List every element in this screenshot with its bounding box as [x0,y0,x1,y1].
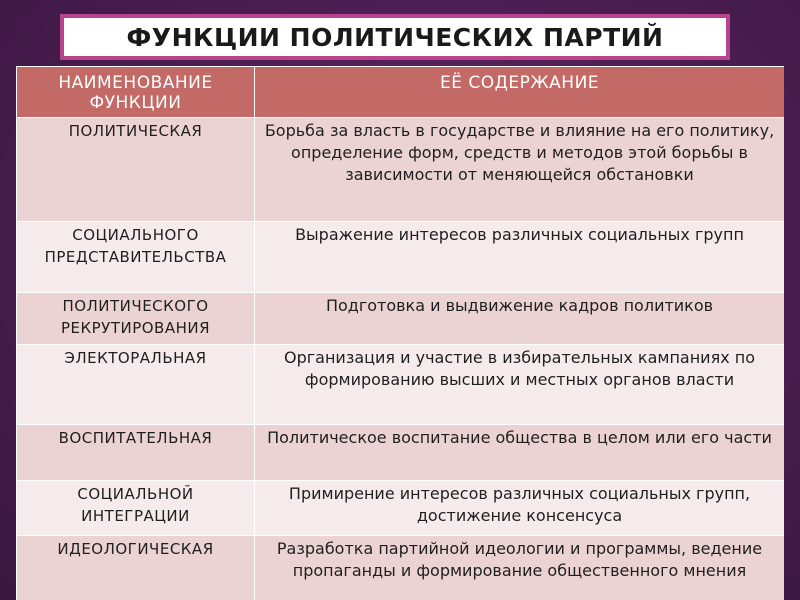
function-content: Выражение интересов различных социальных групп [255,222,785,293]
function-content: Борьба за власть в государстве и влияние на его политику, определение форм, средств и методов этой борьбы в зависимости от меняющейся обстановки [255,118,785,222]
table-row [17,118,785,222]
functions-table [16,66,784,600]
table-header-row [17,67,785,118]
functions-table-container [16,66,784,600]
function-name: ВОСПИТАТЕЛЬНАЯ [17,425,255,481]
table-row [17,536,785,600]
table-row [17,222,785,293]
header-function-name: НАИМЕНОВАНИЕ ФУНКЦИИ [17,67,255,118]
function-content: Примирение интересов различных социальных групп, достижение консенсуса [255,481,785,536]
function-name: ПОЛИТИЧЕСКАЯ [17,118,255,222]
table-row [17,293,785,345]
function-name: ЭЛЕКТОРАЛЬНАЯ [17,345,255,425]
slide-title: ФУНКЦИИ ПОЛИТИЧЕСКИХ ПАРТИЙ [126,22,664,52]
header-function-content: ЕЁ СОДЕРЖАНИЕ [255,67,785,118]
function-name: ПОЛИТИЧЕСКОГО РЕКРУТИРОВАНИЯ [17,293,255,345]
function-content: Политическое воспитание общества в целом или его части [255,425,785,481]
table-row [17,425,785,481]
function-name: ИДЕОЛОГИЧЕСКАЯ [17,536,255,600]
slide-title-box [60,14,730,60]
function-content: Подготовка и выдвижение кадров политиков [255,293,785,345]
function-content: Организация и участие в избирательных кампаниях по формированию высших и местных органов власти [255,345,785,425]
table-row [17,481,785,536]
function-name: СОЦИАЛЬНОГО ПРЕДСТАВИТЕЛЬСТВА [17,222,255,293]
function-name: СОЦИАЛЬНОЙ ИНТЕГРАЦИИ [17,481,255,536]
table-row [17,345,785,425]
function-content: Разработка партийной идеологии и программы, ведение пропаганды и формирование общественного мнения [255,536,785,600]
